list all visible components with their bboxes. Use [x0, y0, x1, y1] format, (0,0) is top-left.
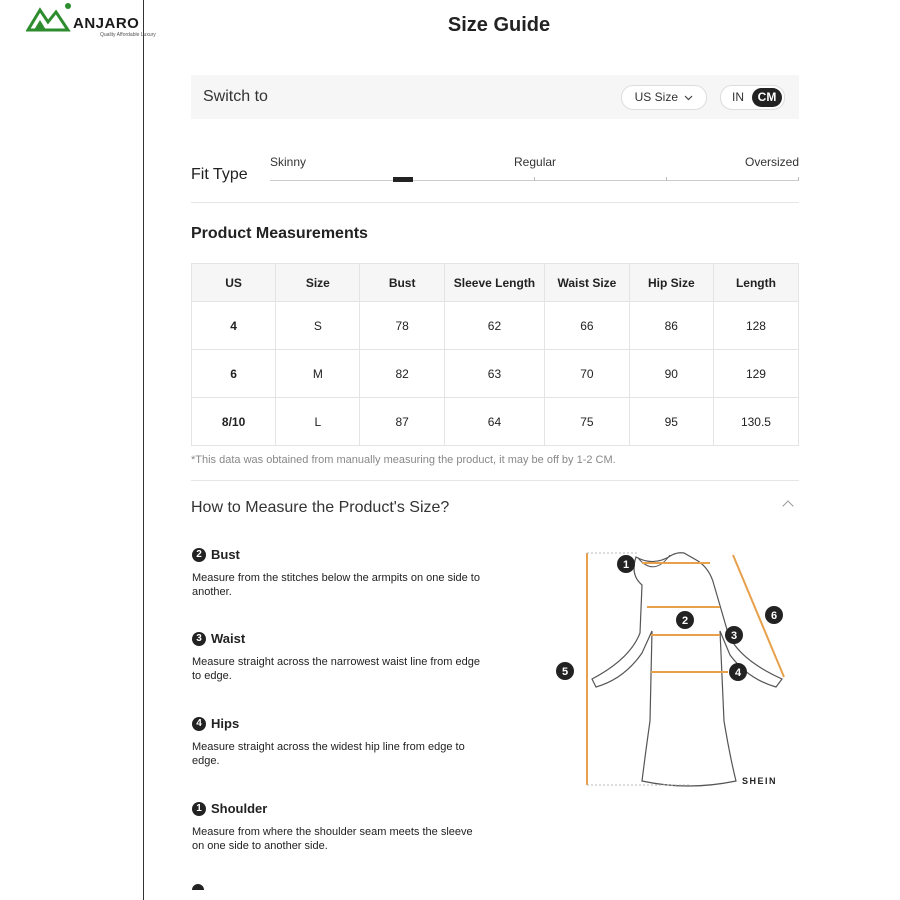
table-cell: 64 — [444, 398, 544, 446]
measurements-table — [191, 263, 799, 446]
table-cell: 4 — [192, 302, 276, 350]
measure-item-label: Bust — [211, 547, 240, 562]
chevron-up-icon[interactable] — [782, 500, 793, 511]
table-cell: 90 — [629, 350, 713, 398]
marker-label: 3 — [730, 630, 738, 642]
logo-text: ANJARO — [73, 15, 140, 32]
table-header-row — [192, 264, 799, 302]
col-header-size: Size — [276, 264, 360, 302]
unit-switch-bar — [191, 75, 799, 119]
dress-measurement-diagram — [550, 545, 790, 795]
measure-item-bust-title — [192, 547, 240, 562]
switch-label: Switch to — [203, 88, 268, 105]
fit-type-label: Fit Type — [191, 166, 248, 183]
table-cell: L — [276, 398, 360, 446]
table-cell: M — [276, 350, 360, 398]
marker-5-icon — [556, 662, 574, 680]
table-cell: 95 — [629, 398, 713, 446]
table-cell: 82 — [360, 350, 444, 398]
measure-item-label: Shoulder — [211, 801, 268, 816]
table-cell: 129 — [713, 350, 798, 398]
marker-label: 2 — [681, 615, 689, 627]
page-title: Size Guide — [447, 14, 551, 36]
fit-type-indicator — [393, 177, 413, 182]
number-badge-partial — [192, 884, 204, 890]
table-row — [192, 350, 799, 398]
measure-item-hips-desc: Measure straight across the widest hip line from edge to edge. — [192, 741, 465, 767]
fit-option-oversized: Oversized — [745, 155, 800, 169]
unit-cm-option[interactable]: CM — [752, 88, 782, 107]
table-cell: 70 — [545, 350, 630, 398]
section-divider — [191, 480, 799, 481]
marker-4-icon — [729, 663, 747, 681]
table-cell: 62 — [444, 302, 544, 350]
diagram-brand-mark: SHEIN — [742, 776, 778, 786]
col-header-sleeve-length: Sleeve Length — [444, 264, 544, 302]
table-cell: 87 — [360, 398, 444, 446]
chevron-down-icon — [684, 95, 693, 101]
marker-label: 4 — [734, 667, 742, 679]
col-header-bust: Bust — [360, 264, 444, 302]
number-badge: 4 — [192, 717, 206, 731]
measure-item-label: Hips — [211, 716, 240, 731]
fit-tick — [534, 177, 535, 181]
dress-outline — [592, 553, 782, 786]
measure-item-shoulder-desc: Measure from where the shoulder seam meets the sleeve on one side to another side. — [192, 826, 473, 852]
number-badge: 1 — [192, 802, 206, 816]
marker-2-icon — [676, 611, 694, 629]
unit-in-option[interactable]: IN — [732, 90, 744, 104]
table-cell: 86 — [629, 302, 713, 350]
size-system-value: US Size — [634, 90, 678, 104]
marker-3-icon — [725, 626, 743, 644]
measure-item-bust-desc: Measure from the stitches below the armpits on one side to another. — [192, 572, 480, 598]
table-cell: 66 — [545, 302, 630, 350]
col-header-us: US — [192, 264, 276, 302]
table-row — [192, 398, 799, 446]
section-divider — [191, 202, 799, 203]
table-cell: 130.5 — [713, 398, 798, 446]
measure-item-shoulder-title — [192, 801, 267, 816]
table-cell: 6 — [192, 350, 276, 398]
col-header-length: Length — [713, 264, 798, 302]
table-cell: 78 — [360, 302, 444, 350]
measurements-title: Product Measurements — [191, 225, 368, 242]
marker-label: 5 — [561, 666, 569, 678]
marker-label: 6 — [770, 610, 778, 622]
measure-item-waist-desc: Measure straight across the narrowest waist line from edge to edge. — [192, 656, 480, 682]
table-cell: 8/10 — [192, 398, 276, 446]
size-system-select[interactable] — [621, 85, 707, 110]
fit-option-regular: Regular — [514, 155, 557, 169]
left-divider — [143, 0, 144, 900]
table-cell: 63 — [444, 350, 544, 398]
marker-1-icon — [617, 555, 635, 573]
unit-toggle[interactable] — [720, 85, 785, 110]
table-cell: 75 — [545, 398, 630, 446]
table-cell: S — [276, 302, 360, 350]
marker-label: 1 — [622, 559, 630, 571]
measurement-note: *This data was obtained from manually measuring the product, it may be off by 1-2 CM. — [191, 454, 616, 466]
fit-option-skinny: Skinny — [270, 155, 307, 169]
marker-6-icon — [765, 606, 783, 624]
col-header-hip-size: Hip Size — [629, 264, 713, 302]
number-badge: 2 — [192, 548, 206, 562]
col-header-waist-size: Waist Size — [545, 264, 630, 302]
logo-tagline: Quality Affordable Luxury — [100, 32, 156, 38]
measure-item-hips-title — [192, 716, 239, 731]
measure-item-waist-title — [192, 631, 245, 646]
number-badge: 3 — [192, 632, 206, 646]
table-row — [192, 302, 799, 350]
fit-tick — [798, 177, 799, 181]
how-to-measure-title[interactable]: How to Measure the Product's Size? — [191, 499, 450, 516]
table-cell: 128 — [713, 302, 798, 350]
measure-item-label: Waist — [211, 631, 246, 646]
fit-tick — [666, 177, 667, 181]
